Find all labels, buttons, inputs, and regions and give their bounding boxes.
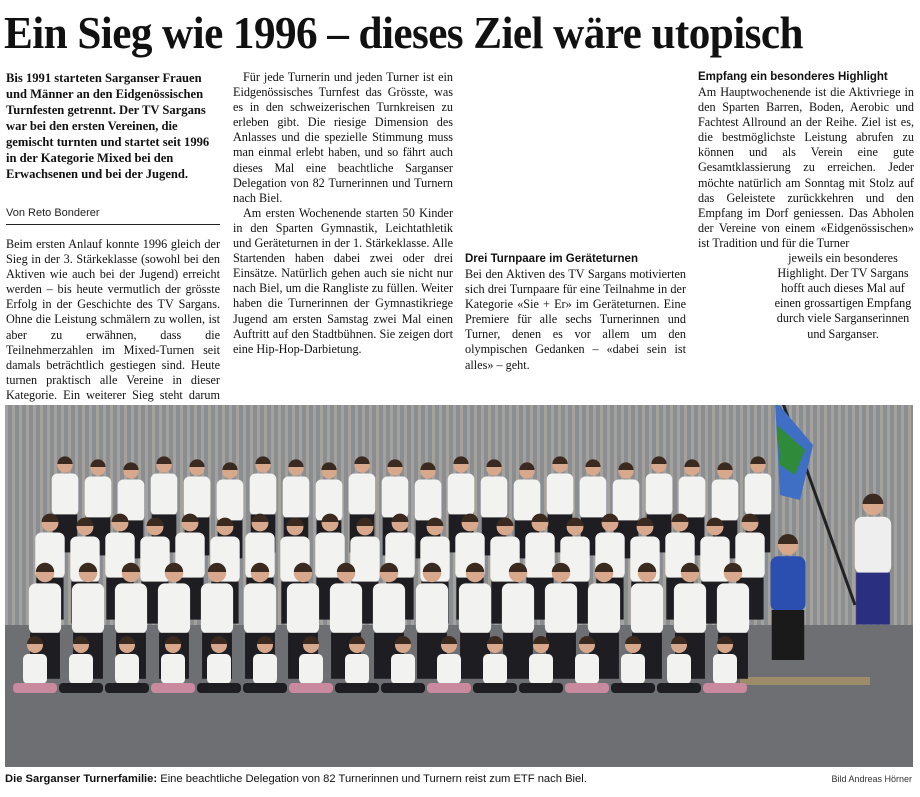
subhead-turnpaare: Drei Turnpaare im Geräteturnen bbox=[465, 253, 638, 265]
body-paragraph-1: Beim ersten Anlauf konnte 1996 gleich der Sieg in der 3. Stärkeklasse (sowohl bei den Aktiven wie auch bei der Jugend) erreicht werden – bis heute vermutlich der grösste Erfolg in der Geschichte des TV Sargans. Ohne die Leistung schmälern zu wollen, ist aber zu erwähnen, dass die Teilnehmerzahlen im Mixed-Turnen seit damals beträchtlich gestiegen sind. Heute turnen praktisch alle Vereine in dieser Kategorie. Ein weiterer Sieg steht darum bbox=[6, 237, 220, 402]
sitting-child-shirt bbox=[575, 654, 599, 684]
photo-caption bbox=[5, 772, 785, 786]
sitting-child-shirt bbox=[713, 654, 737, 684]
sitting-child-legs bbox=[59, 683, 103, 693]
back-row-person-shirt bbox=[547, 474, 574, 516]
front-row-person-shirt bbox=[244, 583, 276, 634]
front-row-person-shirt bbox=[416, 583, 448, 634]
front-row-person-shirt bbox=[330, 583, 362, 634]
front-row-person-shirt bbox=[588, 583, 620, 634]
sitting-child-shirt bbox=[115, 654, 139, 684]
front-row-person-shirt bbox=[674, 583, 706, 634]
front-row-person-shirt bbox=[72, 583, 104, 634]
wall-slat bbox=[894, 405, 897, 635]
team-photo bbox=[5, 405, 913, 767]
back-row-person-shirt bbox=[415, 480, 442, 522]
back-row-person-shirt bbox=[382, 477, 409, 519]
sitting-child-shirt bbox=[483, 654, 507, 684]
front-row-person-shirt bbox=[29, 583, 61, 634]
sitting-child-shirt bbox=[529, 654, 553, 684]
sitting-child-shirt bbox=[667, 654, 691, 684]
sitting-child-legs bbox=[565, 683, 609, 693]
caption-text: Eine beachtliche Delegation von 82 Turnerinnen und Turnern reist zum ETF nach Biel. bbox=[160, 773, 587, 785]
wall-slat bbox=[278, 405, 281, 635]
wall-slat bbox=[901, 405, 904, 635]
sitting-child-legs bbox=[289, 683, 333, 693]
sitting-child-shirt bbox=[161, 654, 185, 684]
sitting-child-shirt bbox=[437, 654, 461, 684]
flag-bearer-legs bbox=[856, 573, 890, 625]
sitting-child-shirt bbox=[207, 654, 231, 684]
front-row-person-shirt bbox=[545, 583, 577, 634]
sitting-child-legs bbox=[703, 683, 747, 693]
wall-slat bbox=[838, 405, 841, 635]
back-row-person-shirt bbox=[250, 474, 277, 516]
flag-bearer-shirt bbox=[855, 517, 891, 574]
sitting-child-legs bbox=[657, 683, 701, 693]
back-row-person-shirt bbox=[712, 480, 739, 522]
front-row-person-shirt bbox=[459, 583, 491, 634]
front-row-person-shirt bbox=[717, 583, 749, 634]
back-row-person-shirt bbox=[745, 474, 772, 516]
front-row-person-shirt bbox=[631, 583, 663, 634]
back-row-person-shirt bbox=[349, 474, 376, 516]
column-2 bbox=[233, 70, 453, 357]
middle-row-person-shirt bbox=[525, 532, 554, 578]
back-row-person-shirt bbox=[85, 477, 112, 519]
front-row-person-shirt bbox=[287, 583, 319, 634]
sitting-child-shirt bbox=[345, 654, 369, 684]
body-paragraph-5-wrap: jeweils ein besonderes Highlight. Der TV Sargans hofft auch dieses Mal auf einen grossartigen Empfang durch viele Sarganserinnen und Sarganser. bbox=[774, 251, 912, 341]
wall-slat bbox=[810, 405, 813, 635]
leader-person-shirt bbox=[771, 556, 806, 611]
back-row-person-shirt bbox=[613, 480, 640, 522]
front-row-person-shirt bbox=[201, 583, 233, 634]
sitting-child-legs bbox=[13, 683, 57, 693]
sitting-child-legs bbox=[519, 683, 563, 693]
back-row-person-shirt bbox=[151, 474, 178, 516]
body-paragraph-3: Am ersten Wochenende starten 50 Kinder in den Sparten Gymnastik, Leichtathletik und Geräteturnen in der 1. Stärkeklasse. Alle Startenden haben dabei zwei oder drei Einsätze. Natürlich gehen auch sie nicht nur nach Biel, um die Rangliste zu füllen. Weiter haben die Turnerinnen der Gymnastikriege Jugend am ersten Samstag zwei Mal einen Auftritt auf den Stadtbühnen. Sie zeigen dort eine Hip-Hop-Darbietung. bbox=[233, 205, 453, 356]
wall-slat bbox=[817, 405, 820, 635]
sitting-child-shirt bbox=[253, 654, 277, 684]
column-4 bbox=[698, 70, 914, 342]
lead-paragraph: Bis 1991 starteten Sarganser Frauen und Männer an den Eidgenössischen Turnfesten getrennt. Der TV Sargans war bei den ersten Vereinen, die gemischt turnten und startet seit 1996 in der Kategorie Mixed bei den Erwachsenen und bei der Jugend. bbox=[6, 71, 210, 181]
front-row-person-shirt bbox=[158, 583, 190, 634]
back-row-person-shirt bbox=[679, 477, 706, 519]
body-paragraph-4: Bei den Aktiven des TV Sargans motivierten sich drei Turnpaare für eine Teilnahme in der Kategorie «Sie + Er» im Geräteturnen. Eine Premiere für alle sechs Turnerinnen und Turner, denen es vor allem um den olympischen Gedanken – «dabei sein ist alles» – geht. bbox=[465, 267, 686, 372]
team-photo-illustration bbox=[5, 405, 913, 767]
sitting-child-legs bbox=[243, 683, 287, 693]
sitting-child-legs bbox=[611, 683, 655, 693]
front-row-person-shirt bbox=[373, 583, 405, 634]
back-row-person-shirt bbox=[52, 474, 79, 516]
back-row-person-shirt bbox=[481, 477, 508, 519]
sitting-child-legs bbox=[197, 683, 241, 693]
back-row-person-shirt bbox=[184, 477, 211, 519]
back-row-person-shirt bbox=[580, 477, 607, 519]
photo-credit: Bild Andreas Hörner bbox=[831, 774, 912, 784]
wall-slat bbox=[908, 405, 911, 635]
back-row-person-shirt bbox=[646, 474, 673, 516]
front-row-person-legs bbox=[503, 633, 533, 679]
headline: Ein Sieg wie 1996 – dieses Ziel wäre utopisch bbox=[4, 8, 803, 58]
sitting-child-shirt bbox=[299, 654, 323, 684]
bench bbox=[740, 677, 870, 685]
sitting-child-legs bbox=[473, 683, 517, 693]
wall-slat bbox=[831, 405, 834, 635]
sitting-child-shirt bbox=[391, 654, 415, 684]
sitting-child-legs bbox=[151, 683, 195, 693]
body-paragraph-2: Für jede Turnerin und jeden Turner ist ein Eidgenössisches Turnfest das Grösste, was es in den schweizerischen Turnkreisen zu erleben gibt. Die riesige Dimension des Anlasses und die spezielle Stimmung muss man einmal erlebt haben, und so fährt auch dieses Mal eine beachtliche Sarganser Delegation von 82 Turnerinnen und Turnern nach Biel. bbox=[233, 70, 453, 205]
body-paragraph-5: Am Hauptwochenende ist die Aktivriege in den Sparten Barren, Boden, Aerobic und Fachtest Allround an der Reihe. Ziel ist es, die bestmöglichste Leistung abrufen zu können und als Verein eine gute Gesamtklassierung zu erreichen. Jeder möchte natürlich am Sonntag mit Stolz auf das Geleistete zurückkehren und den Empfang im Dorf geniessen. Das Abholen der Vereine von einem «Eidgenössischen» ist Tradition und für die Turner bbox=[698, 85, 914, 250]
column-3 bbox=[465, 70, 686, 373]
leader-person-legs bbox=[772, 610, 805, 660]
sitting-child-legs bbox=[427, 683, 471, 693]
sitting-child-shirt bbox=[23, 654, 47, 684]
wall-slat bbox=[12, 405, 15, 635]
sitting-child-shirt bbox=[69, 654, 93, 684]
back-row-person-shirt bbox=[283, 477, 310, 519]
sitting-child-legs bbox=[105, 683, 149, 693]
subhead-empfang: Empfang ein besonderes Highlight bbox=[698, 71, 888, 83]
wall-slat bbox=[19, 405, 22, 635]
byline: Von Reto Bonderer bbox=[6, 206, 220, 225]
front-row-person-shirt bbox=[115, 583, 147, 634]
sitting-child-legs bbox=[381, 683, 425, 693]
wall-slat bbox=[845, 405, 848, 635]
wall-slat bbox=[26, 405, 29, 635]
front-row-person-shirt bbox=[502, 583, 534, 634]
sitting-child-legs bbox=[335, 683, 379, 693]
back-row-person-shirt bbox=[448, 474, 475, 516]
wall-slat bbox=[5, 405, 8, 635]
back-row-person-shirt bbox=[217, 480, 244, 522]
caption-label: Die Sarganser Turnerfamilie: bbox=[5, 773, 158, 785]
sitting-child-shirt bbox=[621, 654, 645, 684]
